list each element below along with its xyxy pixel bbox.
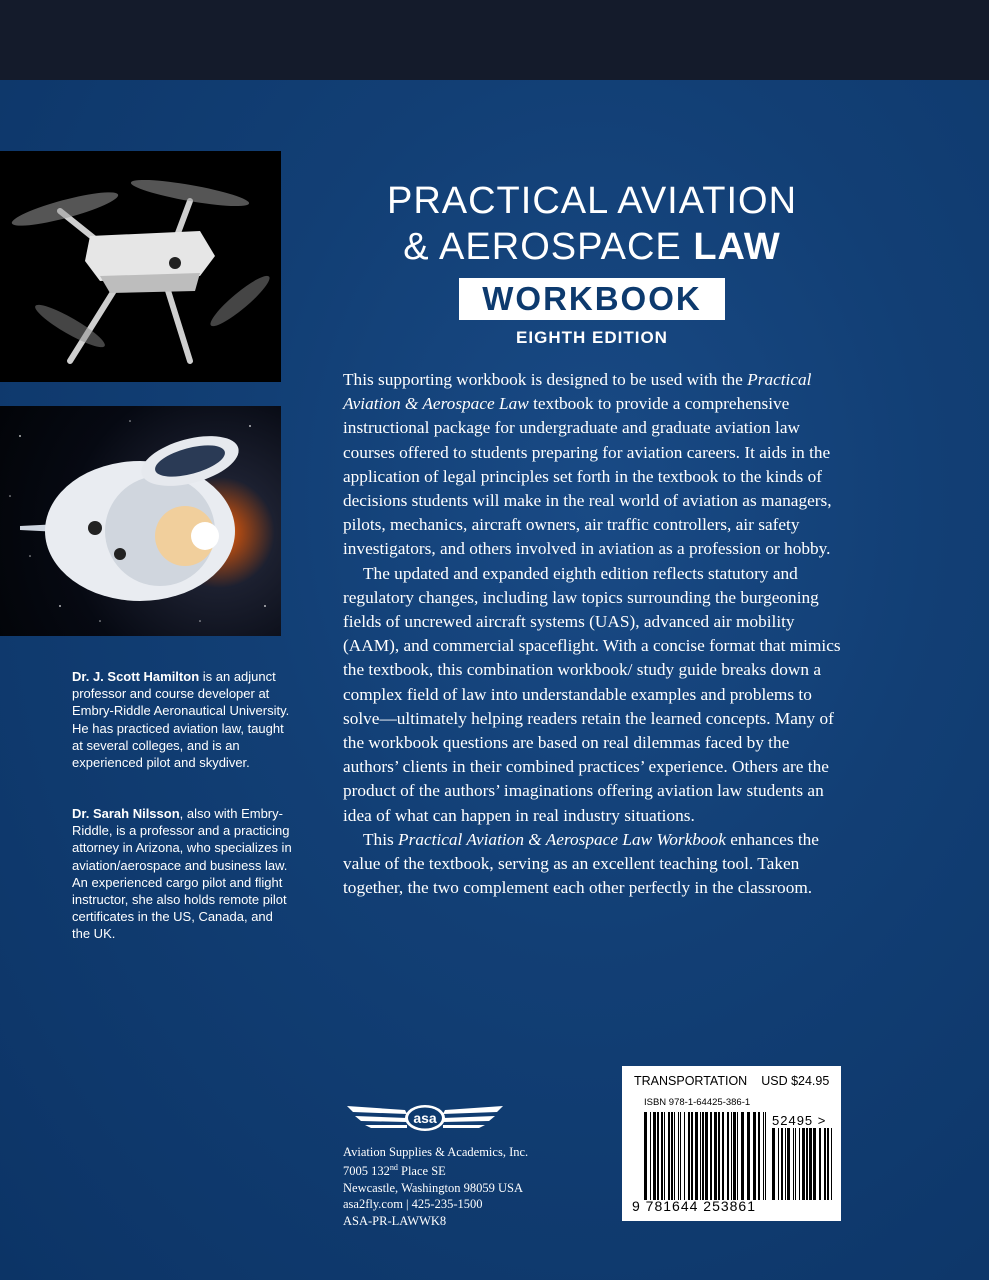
barcode-bar — [644, 1112, 647, 1200]
barcode-bar — [718, 1112, 720, 1200]
barcode-bar — [831, 1128, 832, 1200]
barcode-bar — [802, 1128, 805, 1200]
barcode-bar — [657, 1112, 659, 1200]
publisher-city: Newcastle, Washington 98059 USA — [343, 1180, 523, 1195]
description-p3-start: This — [363, 829, 399, 849]
barcode-bar — [787, 1128, 790, 1200]
author-bio-hamilton — [72, 668, 292, 771]
book-description — [343, 368, 843, 900]
title-line-2-prefix: & AEROSPACE — [403, 226, 694, 268]
publisher-name: Aviation Supplies & Academics, Inc. — [343, 1145, 529, 1159]
title-line-2 — [372, 224, 812, 270]
barcode-bar — [778, 1128, 779, 1200]
ean-number: 9 781644 253861 — [632, 1198, 756, 1214]
barcode-bar — [731, 1112, 732, 1200]
barcode-bar — [765, 1112, 766, 1200]
title-law: LAW — [693, 226, 781, 268]
address-suffix: nd — [389, 1163, 398, 1173]
barcode-bar — [714, 1112, 717, 1200]
description-paragraph-3 — [343, 828, 843, 901]
category-label: TRANSPORTATION — [634, 1074, 748, 1088]
barcode-bar — [813, 1128, 816, 1200]
barcode-bar — [753, 1112, 756, 1200]
barcode-bar — [827, 1128, 829, 1200]
barcode-bar — [727, 1112, 729, 1200]
barcode-bar — [824, 1128, 826, 1200]
addon-barcode — [772, 1128, 834, 1200]
barcode-bar — [671, 1112, 673, 1200]
barcode-box — [622, 1066, 841, 1221]
spacecraft-photo — [0, 406, 281, 636]
publisher-info — [343, 1144, 528, 1229]
barcode-bar — [809, 1128, 812, 1200]
barcode-bar — [741, 1112, 744, 1200]
description-p1-title: Practical Aviation & Aerospace Law — [343, 370, 812, 414]
barcode-bar — [691, 1112, 693, 1200]
barcode-bar — [650, 1112, 651, 1200]
barcode-bar — [781, 1128, 783, 1200]
barcode-bar — [680, 1112, 681, 1200]
barcode-bar — [668, 1112, 670, 1200]
barcode-bar — [678, 1112, 679, 1200]
description-p1-rest: textbook to provide a comprehensive instructional package for undergraduate and graduate aviation law courses offered to students preparing for aviation careers. It aids in the application of legal principles set forth in the textbook to the kinds of decisions students will make in the real world of aviation as managers, pilots, mechanics, aircraft owners, air traffic controllers, air safety investigators, and others involved in aviation as a profession or hobby. — [343, 394, 832, 559]
address-street: Place SE — [397, 1164, 446, 1179]
publisher-address — [343, 1160, 528, 1180]
barcode-bar — [772, 1128, 775, 1200]
description-p3-rest: enhances the value of the textbook, serving as an excellent teaching tool. Taken together, the two complement each other perfectly in the classroom. — [343, 829, 819, 898]
barcode-bar — [785, 1128, 786, 1200]
logo-text: asa — [413, 1110, 437, 1126]
addon-number: 52495 > — [772, 1113, 827, 1128]
author-name: Dr. Sarah Nilsson — [72, 806, 180, 821]
barcode-bar — [674, 1112, 675, 1200]
barcode-bar — [737, 1112, 738, 1200]
description-paragraph-1 — [343, 368, 843, 562]
barcode-bar — [763, 1112, 764, 1200]
barcode-bar — [695, 1112, 698, 1200]
publisher-code: ASA-PR-LAWWK8 — [343, 1213, 447, 1228]
barcode-bar — [710, 1112, 712, 1200]
description-p3-title: Practical Aviation & Aerospace Law Workbook — [398, 829, 726, 849]
barcode-bar — [795, 1128, 796, 1200]
author-bio-text: , also with Embry-Riddle, is a professor and a practicing attorney in Arizona, who specializes in aviation/aerospace and business law. An experienced cargo pilot and flight instructor, she also holds remote pilot certificates in the US, Canada, and the UK. — [72, 806, 292, 942]
drone-illustration — [0, 151, 281, 382]
description-paragraph-2: The updated and expanded eighth edition reflects statutory and regulatory changes, including law topics surrounding the burgeoning fields of uncrewed aircraft systems (UAS), advanced air mobility (AAM), and commercial spaceflight. With a concise format that mimics the textbook, this combination workbook/ study guide breaks down a complex field of law into understandable examples and problems to solve—ultimately helping readers retain the learned concepts. Many of the workbook questions are based on real dilemmas faced by the authors’ clients in their combined practices’ experience. Others are the product of the authors’ imaginations offering aviation law students an idea of what can happen in real industry situations. — [343, 563, 841, 825]
barcode-bar — [688, 1112, 690, 1200]
barcode-bar — [819, 1128, 821, 1200]
barcode-bar — [747, 1112, 750, 1200]
drone-photo — [0, 151, 281, 382]
barcode-bar — [793, 1128, 794, 1200]
barcode-bar — [700, 1112, 701, 1200]
author-bio-text: is an adjunct professor and course developer at Embry-Riddle Aeronautical University. He has practiced aviation law, taught at several colleges, and is an experienced pilot and skydiver. — [72, 669, 290, 771]
barcode-bar — [705, 1112, 708, 1200]
title-block — [372, 178, 812, 348]
barcode-bar — [799, 1128, 800, 1200]
barcode-bar — [661, 1112, 663, 1200]
publisher-contact: asa2fly.com | 425-235-1500 — [343, 1197, 483, 1212]
asa-logo — [345, 1098, 505, 1143]
barcode-bar — [653, 1112, 656, 1200]
workbook-label: WORKBOOK — [459, 278, 725, 320]
barcode-bar — [664, 1112, 665, 1200]
barcode-bar — [684, 1112, 685, 1200]
barcode-header — [634, 1074, 829, 1088]
barcode-bar — [722, 1112, 724, 1200]
description-p1-start: This supporting workbook is designed to be used with the — [343, 370, 748, 389]
top-band — [0, 0, 989, 80]
barcode-bar — [806, 1128, 808, 1200]
spacecraft-illustration — [0, 406, 281, 636]
price-label: USD $24.95 — [761, 1074, 830, 1088]
barcode-bar — [733, 1112, 736, 1200]
ean-barcode — [644, 1112, 769, 1200]
barcode-bar — [758, 1112, 760, 1200]
barcode-bar — [702, 1112, 704, 1200]
edition-label: EIGHTH EDITION — [516, 328, 668, 347]
author-bio-nilsson — [72, 805, 292, 943]
author-name: Dr. J. Scott Hamilton — [72, 669, 200, 684]
address-number: 7005 132 — [343, 1164, 390, 1179]
title-line-1: PRACTICAL AVIATION — [386, 180, 798, 222]
isbn-label: ISBN 978-1-64425-386-1 — [644, 1097, 751, 1108]
winged-logo-icon — [345, 1098, 505, 1138]
